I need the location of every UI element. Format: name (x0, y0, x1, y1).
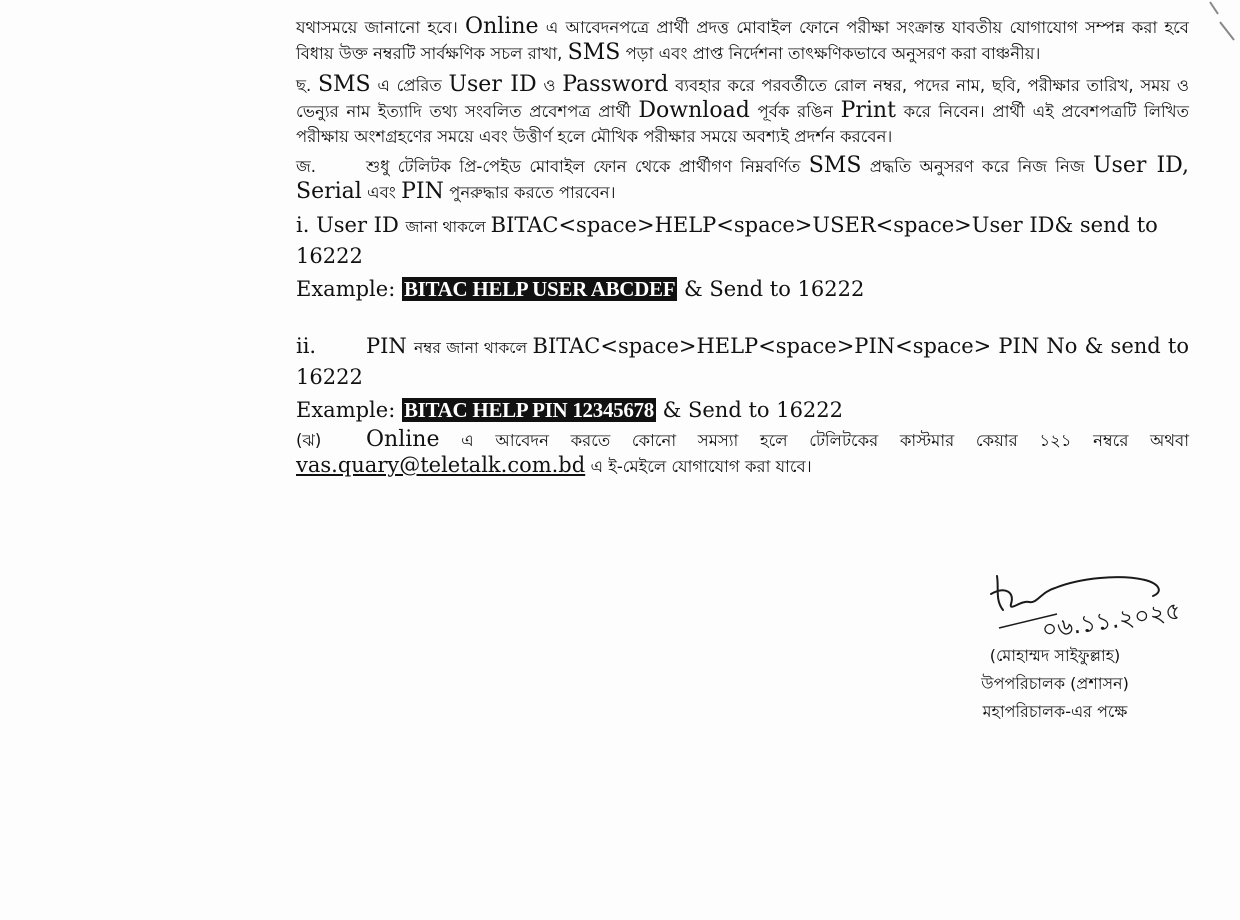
signatory-on-behalf: মহাপরিচালক-এর পক্ষে (982, 702, 1128, 721)
document-body (296, 14, 1189, 479)
signature-block (930, 570, 1240, 730)
para-chha: ছ. SMS এ প্রেরিত User ID ও Password ব্যবহার করে পরবর্তীতে রোল নম্বর, পদের নাম, ছবি, পরীক্ষার তারিখ, সময় ও ভেন্যুর নাম ইত্যাদি তথ্য সংবলিত প্রবেশপত্র প্রার্থী Download পূর্বক রঙিন Print করে নিবেন। প্রার্থী এই প্রবেশপত্রটি লিখিত পরীক্ষায় অংশগ্রহণের সময়ে এবং উত্তীর্ণ হলে মৌখিক পরীক্ষার সময়ে অবশ্যই প্রদর্শন করবেন। (296, 72, 1189, 146)
item-i (296, 211, 1189, 304)
para-jha-label: (ঝ) (296, 431, 322, 450)
signatory-designation: উপপরিচালক (প্রশাসন) (981, 674, 1129, 693)
item-ii (296, 332, 1189, 425)
signature-date: ০৬.১১.২০২৫ (1039, 596, 1183, 644)
signature-scribble (985, 570, 1240, 645)
item-i-instruction: i. User ID জানা থাকলে BITAC<space>HELP<space>USER<space>User ID& send to 16222 (296, 213, 1158, 268)
example-code-user: BITAC HELP USER ABCDEF (403, 277, 676, 301)
item-ii-instruction: ii. PIN নম্বর জানা থাকলে BITAC<space>HELP<space>PIN<space> PIN No & send to 16222 (296, 334, 1189, 389)
item-ii-example: Example: BITAC HELP PIN 12345678 & Send to 16222 (296, 398, 844, 422)
item-ii-label: ii. (296, 334, 317, 358)
scan-edge-mark (1206, 0, 1236, 50)
signatory-name: (মোহাম্মদ সাইফুল্লাহ) (989, 646, 1121, 665)
example-code-pin: BITAC HELP PIN 12345678 (403, 398, 654, 422)
item-i-example: Example: BITAC HELP USER ABCDEF & Send to 16222 (296, 277, 865, 301)
para-intro: যথাসময়ে জানানো হবে। Online এ আবেদনপত্রে প্রার্থী প্রদত্ত মোবাইল ফোনে পরীক্ষা সংক্রান্ত যাবতীয় যোগাযোগ সম্পন্ন করা হবে বিধায় উক্ত নম্বরটি সার্বক্ষণিক সচল রাখা, SMS পড়া এবং প্রাপ্ত নির্দেশনা তাৎক্ষণিকভাবে অনুসরণ করা বাঞ্চনীয়। (296, 14, 1189, 65)
para-ja: জ. শুধু টেলিটক প্রি-পেইড মোবাইল ফোন থেকে প্রার্থীগণ নিম্নবর্ণিত SMS প্রদ্ধতি অনুসরণ করে নিজ নিজ User ID, Serial এবং PIN পুনরুদ্ধার করতে পারবেন। (296, 153, 1189, 204)
para-jha: (ঝ) Online এ আবেদন করতে কোনো সমস্যা হলে টেলিটকের কাস্টমার কেয়ার ১২১ নম্বরে অথবা vas.quary@teletalk.com.bd এ ই-মেইলে যোগাযোগ করা যাবে। (296, 427, 1189, 477)
para-ja-label: জ. (296, 157, 317, 176)
support-email-link[interactable]: vas.quary@teletalk.com.bd (296, 453, 586, 477)
